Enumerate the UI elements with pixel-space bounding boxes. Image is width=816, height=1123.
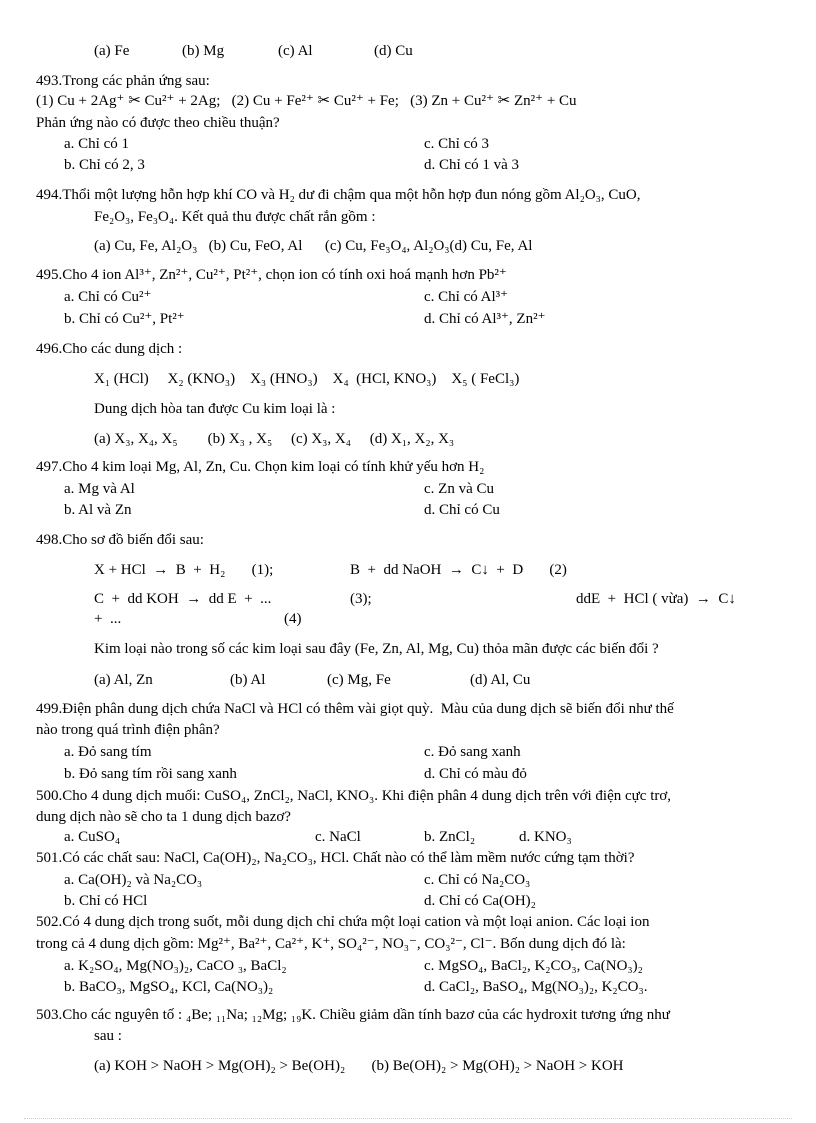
q492-option-b: (b) Mg — [182, 43, 225, 59]
page-bottom-dotted-rule — [24, 1118, 792, 1119]
q494-options: (a) Cu, Fe, Al₂O₃ (b) Cu, FeO, Al (c) Cu, Fe₃O₄, Al₂O₃(d) Cu, Fe, Al — [94, 238, 533, 254]
q502-answer-b: b. BaCO₃, MgSO₄, KCl, Ca(NO₃)₂ — [64, 979, 274, 995]
q501-answer-b: b. Chỉ có HCl — [64, 893, 148, 909]
q492-option-a: (a) Fe — [94, 43, 130, 59]
q501-answer-d: d. Chỉ có Ca(OH)₂ — [424, 893, 536, 909]
q495-answer-a: a. Chỉ có Cu²⁺ — [64, 289, 152, 305]
q497-answer-a: a. Mg và Al — [64, 481, 135, 497]
q493-answer-a: a. Chỉ có 1 — [64, 136, 129, 152]
q498-equation-3-number: (3); — [350, 591, 372, 607]
q499-line2: nào trong quá trình điện phân? — [36, 722, 220, 738]
q495-answer-d: d. Chỉ có Al³⁺, Zn²⁺ — [424, 311, 546, 327]
q497-answer-b: b. Al và Zn — [64, 502, 132, 518]
q493-question: Phản ứng nào có được theo chiều thuận? — [36, 115, 280, 131]
q498-title: 498.Cho sơ đồ biến đổi sau: — [36, 532, 204, 548]
q503-line1: 503.Cho các nguyên tố : ₄Be; ₁₁Na; ₁₂Mg; ₁₉K. Chiều giảm dần tính bazơ của các hydroxit tương ứng như — [36, 1007, 670, 1023]
q497-answer-c: c. Zn và Cu — [424, 481, 494, 497]
q498-equation-3: C + dd KOH → dd E + ... — [94, 591, 272, 607]
q500-answer-a: a. CuSO₄ — [64, 829, 121, 845]
q503-line2: sau : — [94, 1028, 122, 1044]
q498-option-d: (d) Al, Cu — [470, 672, 531, 688]
q499-line1: 499.Điện phân dung dịch chứa NaCl và HCl có thêm vài giọt quỳ. Màu của dung dịch sẽ biến đổi như thế — [36, 701, 674, 717]
q494-line2: Fe₂O₃, Fe₃O₄. Kết quả thu được chất rắn gồm : — [94, 209, 376, 225]
q502-line2: trong cả 4 dung dịch gồm: Mg²⁺, Ba²⁺, Ca²⁺, K⁺, SO₄²⁻, NO₃⁻, CO₃²⁻, Cl⁻. Bốn dung dịch đó là: — [36, 936, 626, 952]
q502-line1: 502.Có 4 dung dịch trong suốt, mỗi dung dịch chỉ chứa một loại cation và một loại anion. Các loại ion — [36, 914, 650, 930]
q496-title: 496.Cho các dung dịch : — [36, 341, 183, 357]
q498-equation-4-continued: + ... — [94, 611, 122, 627]
q502-answer-c: c. MgSO₄, BaCl₂, K₂CO₃, Ca(NO₃)₂ — [424, 958, 643, 974]
q497-title: 497.Cho 4 kim loại Mg, Al, Zn, Cu. Chọn kim loại có tính khử yếu hơn H₂ — [36, 459, 485, 475]
q500-answer-d: d. KNO₃ — [519, 829, 572, 845]
q499-answer-a: a. Đỏ sang tím — [64, 744, 152, 760]
q500-line1: 500.Cho 4 dung dịch muối: CuSO₄, ZnCl₂, NaCl, KNO₃. Khi điện phân 4 dung dịch trên với điện cực trơ, — [36, 788, 672, 804]
q498-equation-2: B + dd NaOH → C↓ + D (2) — [350, 562, 567, 578]
q499-answer-b: b. Đỏ sang tím rồi sang xanh — [64, 766, 237, 782]
q496-options: (a) X₃, X₄, X₅ (b) X₃ , X₅ (c) X₃, X₄ (d) X₁, X₂, X₃ — [94, 431, 455, 447]
q498-option-a: (a) Al, Zn — [94, 672, 153, 688]
q498-equation-4-number: (4) — [284, 611, 302, 627]
q500-line2: dung dịch nào sẽ cho ta 1 dung dịch bazơ? — [36, 809, 291, 825]
q492-option-d: (d) Cu — [374, 43, 413, 59]
q498-equation-1: X + HCl → B + H₂ (1); — [94, 562, 274, 578]
q503-options: (a) KOH > NaOH > Mg(OH)₂ > Be(OH)₂ (b) Be(OH)₂ > Mg(OH)₂ > NaOH > KOH — [94, 1058, 624, 1074]
q499-answer-c: c. Đỏ sang xanh — [424, 744, 521, 760]
q496-solutions: X₁ (HCl) X₂ (KNO₃) X₃ (HNO₃) X₄ (HCl, KNO₃) X₅ ( FeCl₃) — [94, 371, 520, 387]
q495-answer-c: c. Chỉ có Al³⁺ — [424, 289, 509, 305]
q493-reactions: (1) Cu + 2Ag⁺ ✂ Cu²⁺ + 2Ag; (2) Cu + Fe²⁺ ✂ Cu²⁺ + Fe; (3) Zn + Cu²⁺ ✂ Zn²⁺ + Cu — [36, 93, 577, 109]
q498-question: Kim loại nào trong số các kim loại sau đây (Fe, Zn, Al, Mg, Cu) thỏa mãn được các biến đổi ? — [94, 641, 659, 657]
q500-answer-b: b. ZnCl₂ — [424, 829, 476, 845]
q493-answer-b: b. Chỉ có 2, 3 — [64, 157, 145, 173]
q493-answer-c: c. Chỉ có 3 — [424, 136, 489, 152]
q501-answer-a: a. Ca(OH)₂ và Na₂CO₃ — [64, 872, 203, 888]
q495-answer-b: b. Chỉ có Cu²⁺, Pt²⁺ — [64, 311, 185, 327]
q498-option-c: (c) Mg, Fe — [327, 672, 391, 688]
q493-answer-d: d. Chỉ có 1 và 3 — [424, 157, 519, 173]
q498-option-b: (b) Al — [230, 672, 266, 688]
q501-title: 501.Có các chất sau: NaCl, Ca(OH)₂, Na₂CO₃, HCl. Chất nào có thể làm mềm nước cứng tạm thời? — [36, 850, 635, 866]
q501-answer-c: c. Chỉ có Na₂CO₃ — [424, 872, 531, 888]
q500-answer-c: c. NaCl — [315, 829, 361, 845]
q494-line1: 494.Thổi một lượng hỗn hợp khí CO và H₂ dư đi chậm qua một hỗn hợp đun nóng gồm Al₂O₃, CuO, — [36, 187, 641, 203]
q496-question: Dung dịch hòa tan được Cu kim loại là : — [94, 401, 336, 417]
q502-answer-d: d. CaCl₂, BaSO₄, Mg(NO₃)₂, K₂CO₃. — [424, 979, 648, 995]
q497-answer-d: d. Chỉ có Cu — [424, 502, 500, 518]
q492-option-c: (c) Al — [278, 43, 313, 59]
q493-title: 493.Trong các phản ứng sau: — [36, 73, 210, 89]
q499-answer-d: d. Chỉ có màu đỏ — [424, 766, 527, 782]
q502-answer-a: a. K₂SO₄, Mg(NO₃)₂, CaCO ₃, BaCl₂ — [64, 958, 287, 974]
q495-title: 495.Cho 4 ion Al³⁺, Zn²⁺, Cu²⁺, Pt²⁺, chọn ion có tính oxi hoá mạnh hơn Pb²⁺ — [36, 267, 507, 283]
q498-equation-4: ddE + HCl ( vừa) → C↓ — [576, 591, 736, 607]
